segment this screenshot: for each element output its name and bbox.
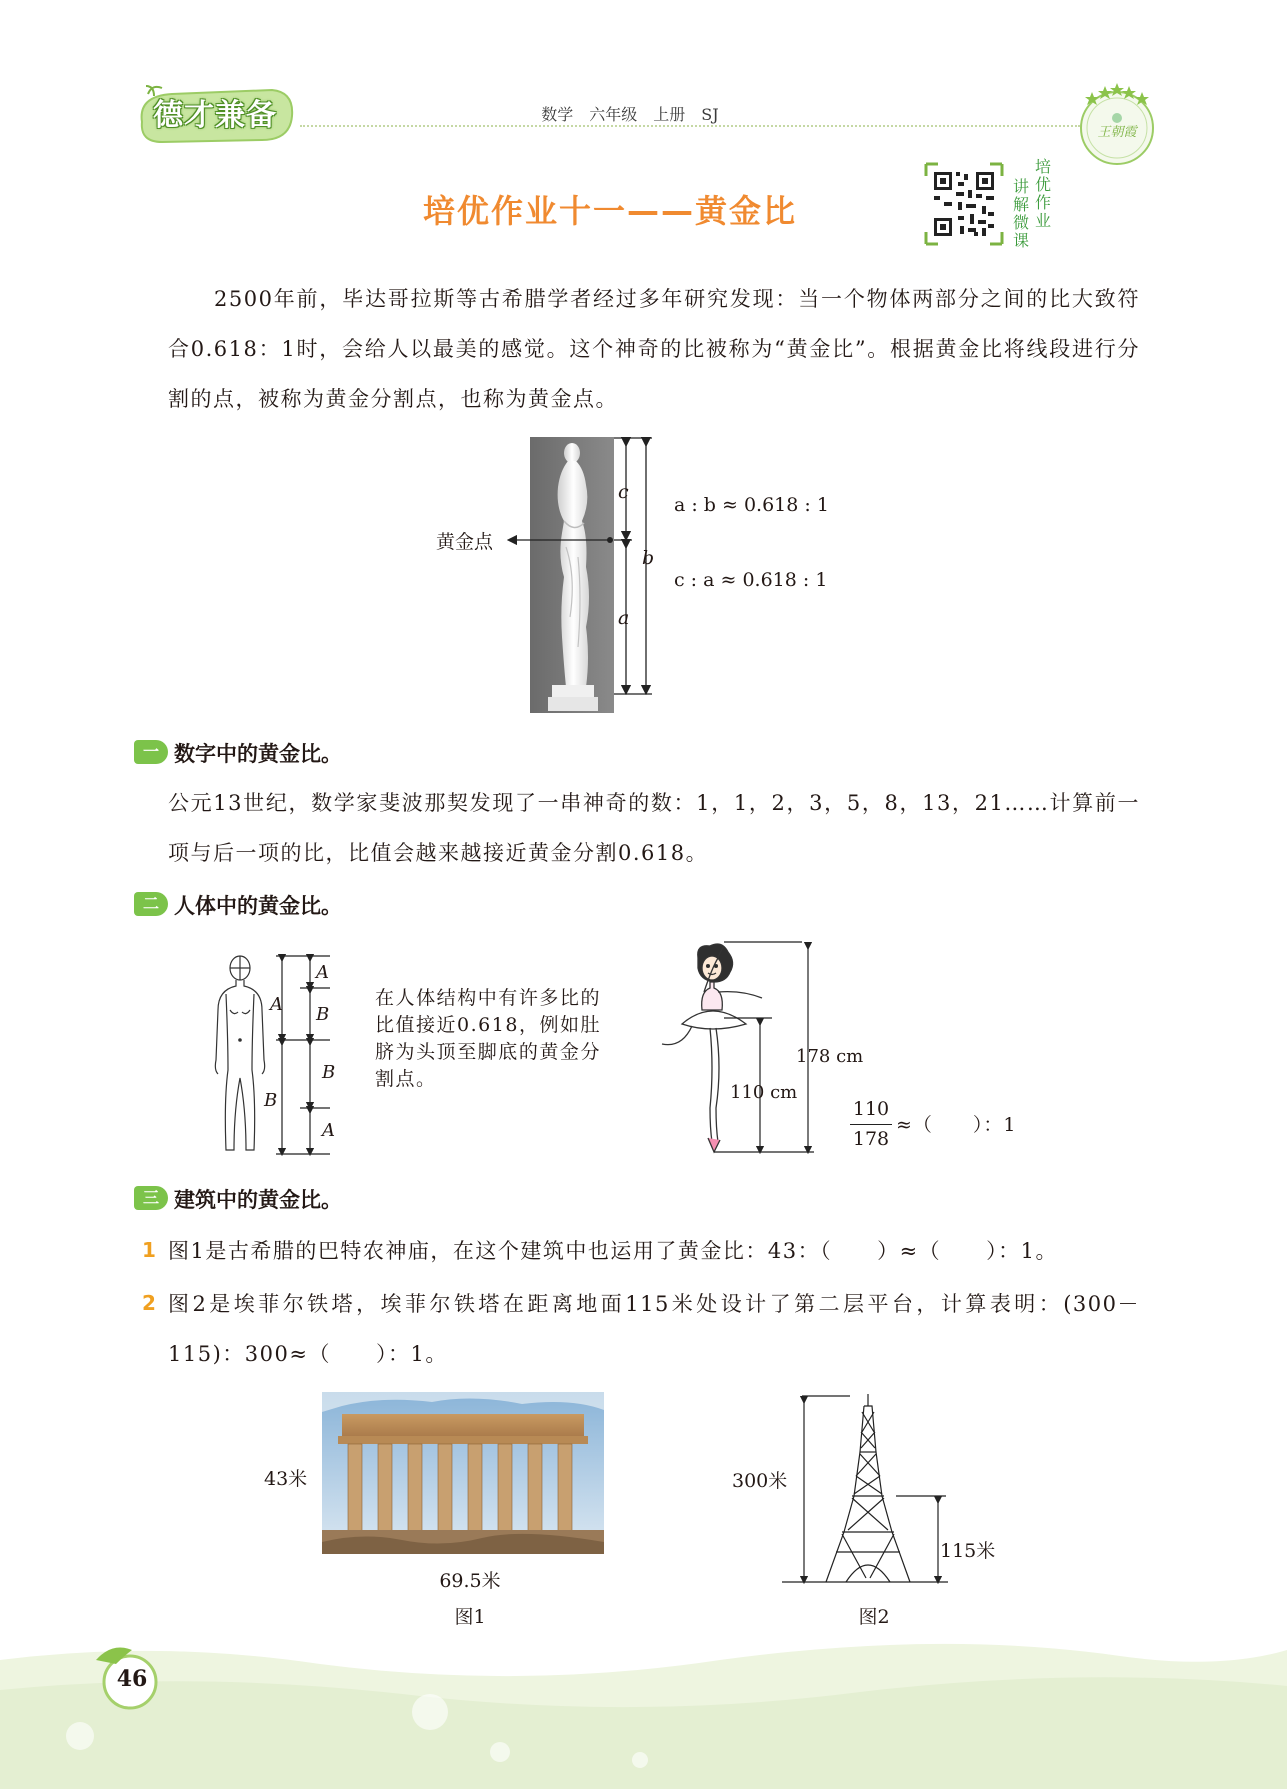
- qr-caption: [1012, 158, 1054, 254]
- label-B-1: B: [316, 1004, 330, 1025]
- qr-caption-line2: 培优作业: [1034, 157, 1051, 230]
- section-2-badge: 二: [134, 892, 168, 916]
- section-1-text: 公元13世纪，数学家斐波那契发现了一串神奇的数：1，1，2，3，5，8，13，21……计算前一项与后一项的比，比值会越来越接近黄金分割0.618。: [168, 791, 1140, 865]
- parthenon-photo: [322, 1392, 604, 1554]
- intro-paragraph: 2500年前，毕达哥拉斯等古希腊学者经过多年研究发现：当一个物体两部分之间的比大致符合0.618：1时，会给人以最美的感觉。这个神奇的比被称为“黄金比”。根据黄金比将线段进行分割的点，被称为黄金分割点，也称为黄金点。: [168, 287, 1140, 411]
- question-2-text[interactable]: 图2是埃菲尔铁塔，埃菲尔铁塔在距离地面115米处设计了第二层平台，计算表明：(300－115)：300≈（ ）：1。: [168, 1292, 1140, 1366]
- footer-decoration: [0, 1620, 1287, 1789]
- ratio-c-a: c : a ≈ 0.618 : 1: [674, 569, 828, 591]
- header-subject: 数学 六年级 上册 SJ: [541, 105, 719, 124]
- human-body-diagram: [200, 950, 380, 1160]
- fraction-denominator: 178: [852, 1128, 890, 1150]
- human-body-text: 在人体结构中有许多比的比值接近0.618，例如肚脐为头顶至脚底的黄金分割点。: [375, 987, 601, 1090]
- qr-caption-line1: 讲解微课: [1012, 177, 1029, 250]
- eiffel-platform-height-label: 115米: [940, 1540, 996, 1562]
- section-2-title: 人体中的黄金比。: [174, 894, 342, 918]
- golden-point-label: 黄金点: [436, 531, 494, 553]
- label-A-3: A: [322, 1120, 335, 1141]
- parthenon-width-label: 69.5米: [439, 1570, 501, 1592]
- header-divider: [300, 125, 1080, 127]
- section-1-badge: 一: [134, 740, 168, 764]
- brand-title: 德才兼备: [153, 98, 277, 133]
- figure-2-caption: 图2: [858, 1606, 890, 1628]
- parthenon-height-label: 43米: [264, 1468, 308, 1490]
- ratio-a-b: a : b ≈ 0.618 : 1: [674, 494, 829, 516]
- eiffel-total-height-label: 300米: [732, 1470, 788, 1492]
- label-A-2: A: [270, 994, 283, 1015]
- segment-a-label: a: [618, 607, 630, 629]
- statue-proportion-diagram: [420, 436, 840, 716]
- total-height-label: 178 cm: [796, 1046, 864, 1067]
- question-1-number: 1: [142, 1238, 156, 1262]
- question-2-number: 2: [142, 1291, 156, 1315]
- segment-b-label: b: [642, 547, 655, 569]
- figure-1-caption: 图1: [454, 1606, 486, 1628]
- label-B-2: B: [322, 1062, 336, 1083]
- section-3-badge: 三: [134, 1186, 168, 1210]
- label-B-3: B: [264, 1090, 278, 1111]
- section-3-title: 建筑中的黄金比。: [174, 1188, 342, 1212]
- publisher-seal-logo: [1072, 78, 1162, 168]
- fraction-numerator: 110: [852, 1098, 890, 1120]
- segment-c-label: c: [618, 481, 629, 503]
- question-1-text[interactable]: 图1是古希腊的巴特农神庙，在这个建筑中也运用了黄金比：43：（ ）≈（ ）：1。: [168, 1239, 1059, 1263]
- navel-height-label: 110 cm: [730, 1082, 798, 1103]
- page-number: 46: [116, 1666, 148, 1692]
- seal-text: 王朝霞: [1097, 125, 1137, 140]
- qr-code-icon[interactable]: [924, 162, 1004, 246]
- fraction-bar: [850, 1124, 892, 1125]
- page-title: 培优作业十一——黄金比: [422, 192, 797, 230]
- label-A-1: A: [316, 962, 329, 983]
- ballerina-answer-blank[interactable]: ≈（ ）：1: [896, 1114, 1017, 1136]
- section-1-title: 数字中的黄金比。: [174, 742, 342, 766]
